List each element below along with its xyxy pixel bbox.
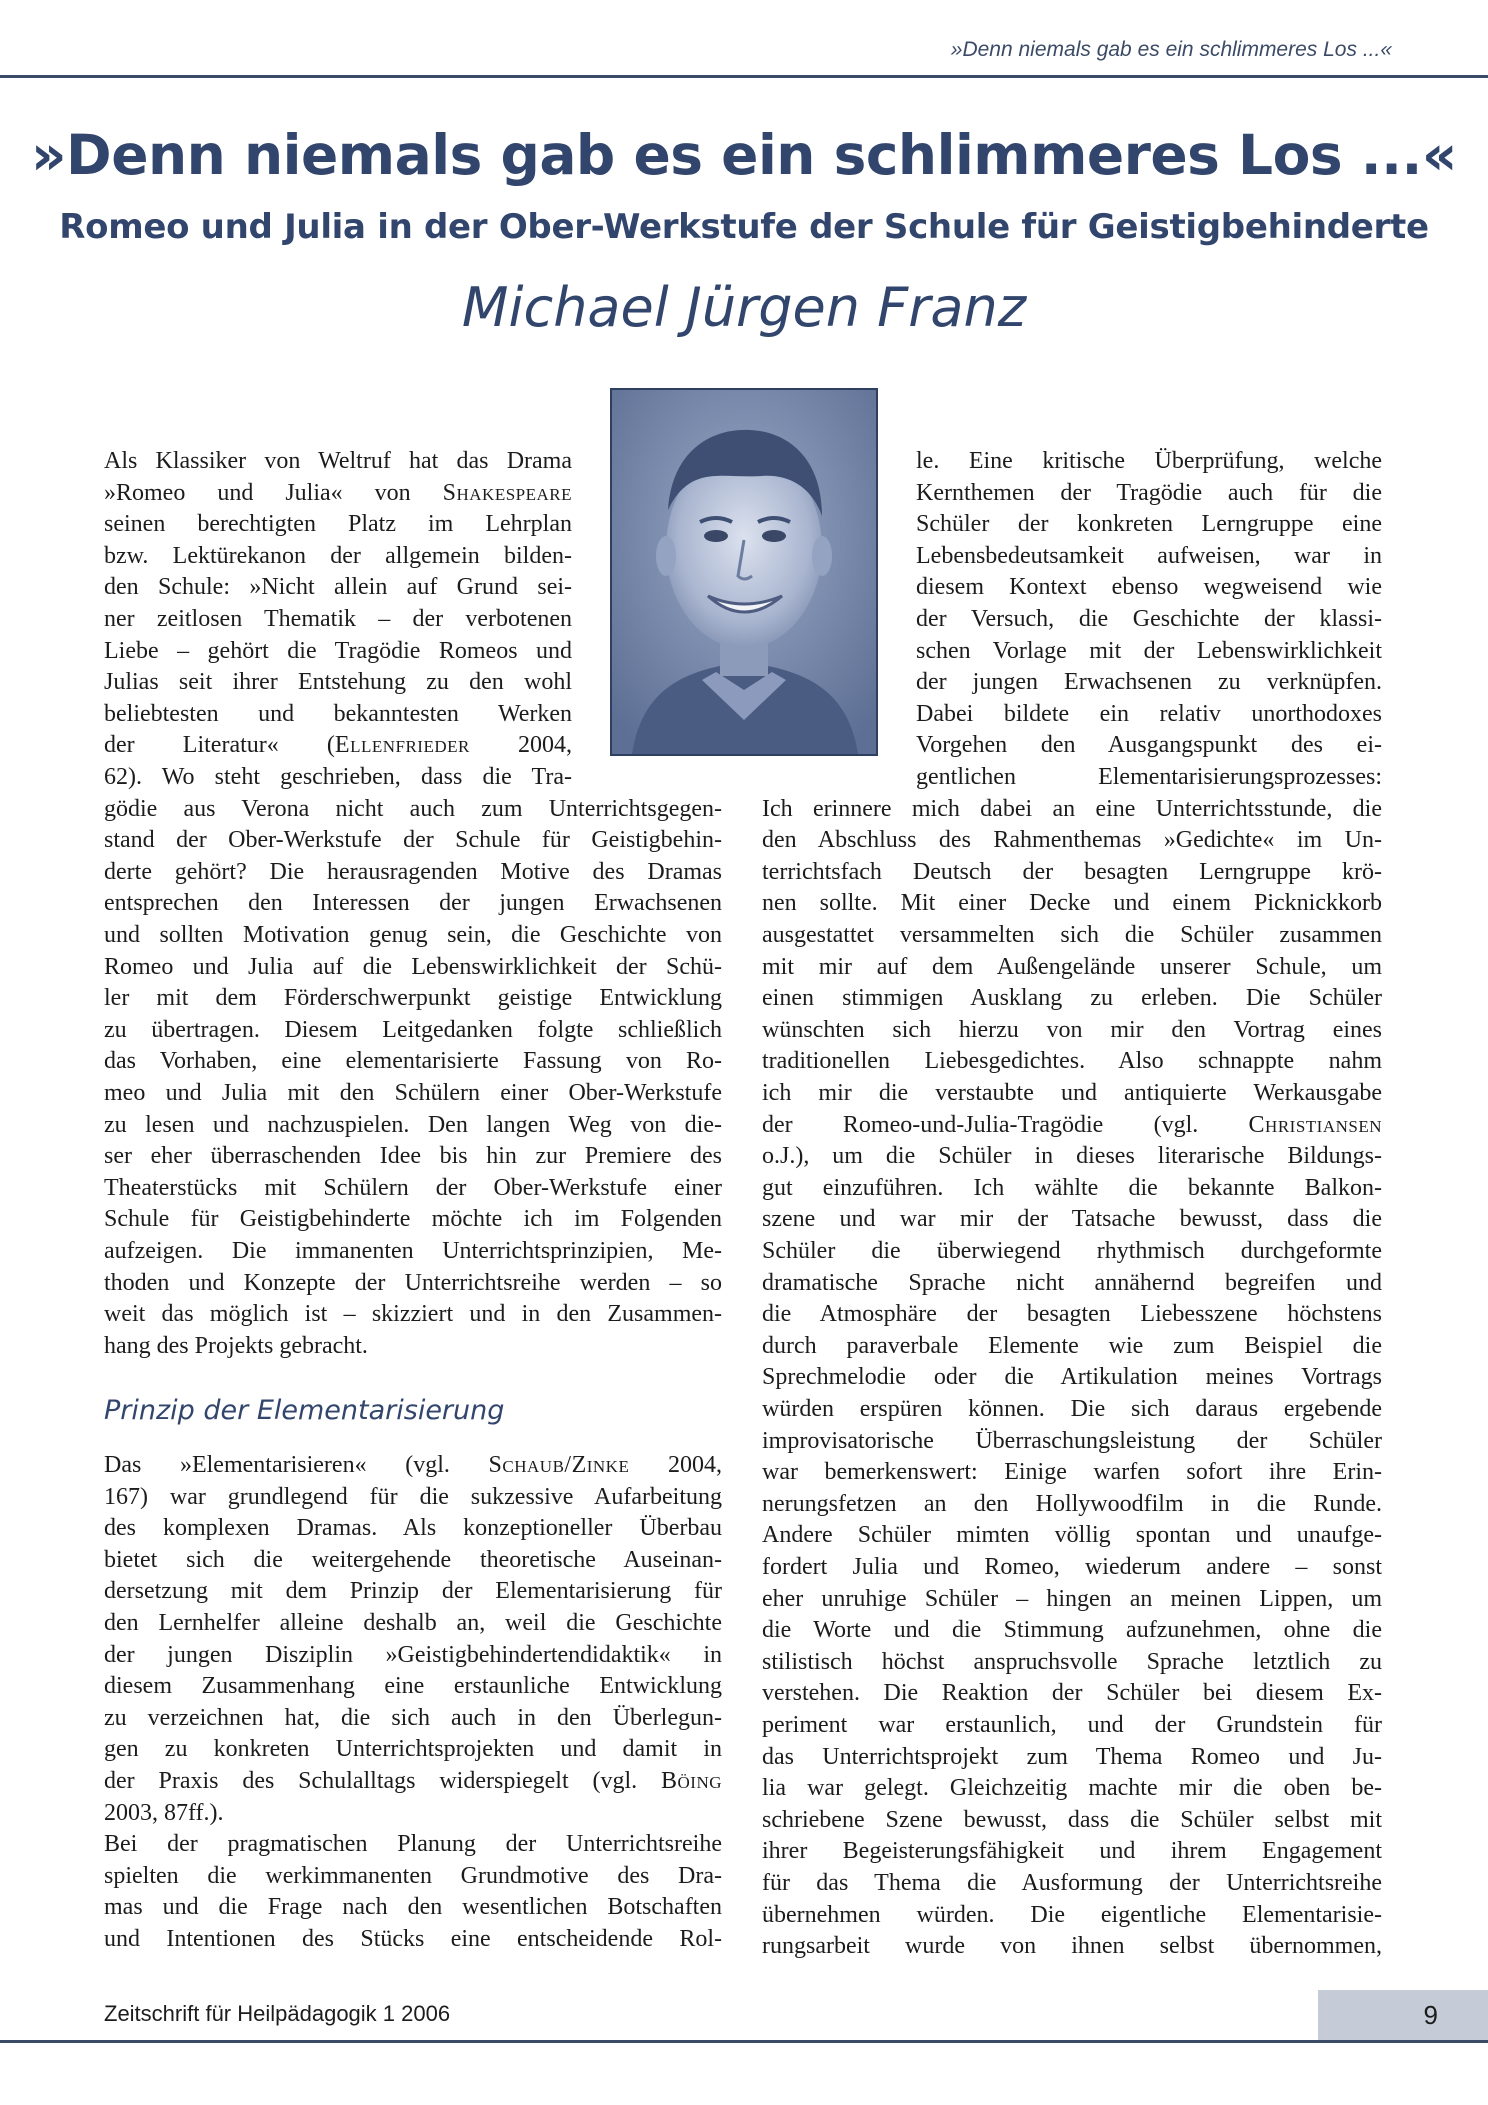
text-line: lia war gelegt. Gleichzeitig machte mir die oben be-	[762, 1775, 1382, 1802]
text-line: Julias seit ihrer Entstehung zu den wohl	[104, 669, 572, 696]
text-line: terrichtsfach Deutsch der besagten Lerngruppe krö-	[762, 858, 1382, 885]
journal-footer: Zeitschrift für Heilpädagogik 1 2006	[104, 2001, 451, 2026]
text-line: und sollten Motivation genug sein, die Geschichte von	[104, 922, 722, 948]
text-line: Liebe – gehört die Tragödie Romeos und	[104, 637, 572, 664]
text-line: zu übertragen. Diesem Leitgedanken folgte schließlich	[104, 1016, 722, 1043]
text-line: und Intentionen des Stücks eine entscheidende Rol-	[104, 1926, 722, 1952]
text-line: der jungen Disziplin »Geistigbehindertendidaktik« in	[104, 1641, 722, 1668]
text-line: der Praxis des Schulalltags widerspiegelt (vgl. Böing	[104, 1768, 722, 1794]
text-line: war bemerkenswert: Einige warfen sofort ihre Erin-	[762, 1459, 1382, 1486]
text-line: Kernthemen der Tragödie auch für die	[916, 479, 1382, 506]
cited-author: Shakespeare	[442, 479, 572, 506]
text-line: des komplexen Dramas. Als konzeptioneller Überbau	[104, 1515, 722, 1542]
text-line: ich mir die verstaubte und antiquierte Werkausgabe	[762, 1080, 1382, 1106]
text-line: verstehen. Die Reaktion der Schüler bei diesem Ex-	[762, 1680, 1382, 1707]
text-line: den Lernhelfer alleine deshalb an, weil die Geschichte	[104, 1610, 722, 1636]
text-line: thoden und Konzepte der Unterrichtsreihe werden – so	[104, 1269, 722, 1296]
text-line: beliebtesten und bekanntesten Werken	[104, 700, 572, 727]
text-line: zu verzeichnen hat, die sich auch in den Überlegun-	[104, 1704, 722, 1731]
text-line: meo und Julia mit den Schülern einer Ober-Werkstufe	[104, 1080, 722, 1106]
article-title: »Denn niemals gab es ein schlimmeres Los ...«	[31, 123, 1457, 187]
text-line: Sprechmelodie oder die Artikulation meines Vortrags	[762, 1364, 1382, 1391]
text-line: rungsarbeit wurde von ihnen selbst übernommen,	[762, 1933, 1382, 1960]
text-line: stand der Ober-Werkstufe der Schule für Geistigbehin-	[104, 827, 722, 854]
article-subtitle: Romeo und Julia in der Ober-Werkstufe der Schule für Geistigbehinderte	[59, 207, 1429, 247]
text-line: mas und die Frage nach den wesentlichen Botschaften	[104, 1894, 722, 1921]
text-line: bzw. Lektürekanon der allgemein bilden-	[104, 542, 572, 569]
text-line: dersetzung mit dem Prinzip der Elementarisierung für	[104, 1578, 722, 1605]
text-line: Bei der pragmatischen Planung der Unterrichtsreihe	[104, 1831, 722, 1858]
text-line: Dabei bildete ein relativ unorthodoxes	[916, 700, 1382, 727]
text-line: Das »Elementarisieren« (vgl. Schaub/Zinke 2004,	[104, 1452, 722, 1478]
text-line: ler mit dem Förderschwerpunkt geistige Entwicklung	[104, 985, 722, 1012]
text-line: einen stimmigen Ausklang zu erleben. Die Schüler	[762, 985, 1382, 1012]
text-line: weit das möglich ist – skizziert und in den Zusammen-	[104, 1301, 722, 1328]
article-author: Michael Jürgen Franz	[461, 276, 1027, 339]
text-line: Schüler die überwiegend rhythmisch durchgeformte	[762, 1238, 1382, 1264]
text-line: spielten die werkimmanenten Grundmotive des Dra-	[104, 1862, 722, 1889]
text-line: Theaterstücks mit Schülern der Ober-Werkstufe einer	[104, 1174, 722, 1201]
text-line: hang des Projekts gebracht.	[104, 1332, 368, 1359]
text-line: fordert Julia und Romeo, wiederum andere – sonst	[762, 1554, 1382, 1580]
running-head: »Denn niemals gab es ein schlimmeres Los ...«	[950, 38, 1392, 61]
text-line: übernehmen würden. Die eigentliche Elementarisie-	[762, 1901, 1382, 1928]
text-line: Ich erinnere mich dabei an eine Unterrichtsstunde, die	[762, 795, 1382, 822]
text-line: diesem Kontext ebenso wegweisend wie	[916, 574, 1382, 601]
author-photo	[610, 388, 878, 756]
header-rule	[0, 75, 1488, 78]
text-line: gödie aus Verona nicht auch zum Unterrichtsgegen-	[104, 795, 722, 822]
cited-author: Christiansen	[1248, 1111, 1382, 1138]
text-line: schriebene Szene bewusst, dass die Schüler selbst mit	[762, 1806, 1382, 1833]
text-line: der Versuch, die Geschichte der klassi-	[916, 606, 1382, 632]
text-line: bietet sich die weitergehende theoretische Auseinan-	[104, 1546, 722, 1573]
text-line: derte gehört? Die herausragenden Motive des Dramas	[104, 858, 722, 885]
text-line: entsprechen den Interessen der jungen Erwachsenen	[104, 890, 722, 917]
text-line: den Abschluss des Rahmenthemas »Gedichte« im Un-	[762, 827, 1382, 854]
cited-author: Böing	[661, 1768, 722, 1794]
text-line: gut einzuführen. Ich wählte die bekannte Balkon-	[762, 1174, 1382, 1201]
text-line: Schüler der konkreten Lerngruppe eine	[916, 511, 1382, 538]
text-line: eher unruhige Schüler – hingen an meinen Lippen, um	[762, 1585, 1382, 1612]
text-line: mit mir auf dem Außengelände unserer Schule, um	[762, 953, 1382, 980]
text-line: die Worte und die Stimmung aufzunehmen, ohne die	[762, 1617, 1382, 1644]
text-line: seinen berechtigten Platz im Lehrplan	[104, 511, 572, 538]
cited-author: Schaub/Zinke	[488, 1452, 630, 1478]
text-line: diesem Zusammenhang eine erstaunliche Entwicklung	[104, 1673, 722, 1700]
text-line: das Vorhaben, eine elementarisierte Fassung von Ro-	[104, 1048, 722, 1075]
text-line: traditionellen Liebesgedichtes. Also schnappte nahm	[762, 1048, 1382, 1075]
footer-rule	[0, 2040, 1488, 2043]
text-line: 2003, 87ff.).	[104, 1799, 224, 1826]
text-line: stilistisch höchst anspruchsvolle Sprache letztlich zu	[762, 1648, 1382, 1675]
text-line: den Schule: »Nicht allein auf Grund sei-	[104, 574, 572, 601]
text-line: o.J.), um die Schüler in dieses literarische Bildungs-	[762, 1143, 1382, 1170]
text-line: nen sollte. Mit einer Decke und einem Picknickkorb	[762, 890, 1382, 917]
text-line: der jungen Erwachsenen zu verknüpfen.	[916, 669, 1382, 696]
text-line: zu lesen und nachzuspielen. Den langen Weg von die-	[104, 1111, 722, 1138]
text-line: periment war erstaunlich, und der Grundstein für	[762, 1712, 1382, 1738]
text-line: für das Thema die Ausformung der Unterrichtsreihe	[762, 1870, 1382, 1896]
text-line: ihrer Begeisterungsfähigkeit und ihrem Engagement	[762, 1838, 1382, 1865]
section-heading: Prinzip der Elementarisierung	[104, 1395, 505, 1426]
text-line: dramatische Sprache nicht annähernd begreifen und	[762, 1269, 1382, 1296]
text-line: Schule für Geistigbehinderte möchte ich im Folgenden	[104, 1206, 722, 1233]
page-number: 9	[1423, 2000, 1438, 2030]
text-line: Lebensbedeutsamkeit aufweisen, war in	[916, 542, 1382, 569]
text-line: Vorgehen den Ausgangspunkt des ei-	[916, 732, 1382, 759]
text-line: der Literatur« (Ellenfrieder 2004,	[104, 732, 572, 759]
text-line: Als Klassiker von Weltruf hat das Drama	[104, 448, 572, 474]
text-line: gentlichen Elementarisierungsprozesses:	[916, 764, 1382, 790]
text-line: le. Eine kritische Überprüfung, welche	[916, 448, 1382, 474]
cited-author: Ellenfrieder	[334, 732, 470, 759]
text-line: gen zu konkreten Unterrichtsprojekten und damit in	[104, 1736, 722, 1763]
text-line: ser eher überraschenden Idee bis hin zur Premiere des	[104, 1143, 722, 1170]
text-line: 62). Wo steht geschrieben, dass die Tra-	[104, 764, 572, 790]
text-line: das Unterrichtsprojekt zum Thema Romeo und Ju-	[762, 1743, 1382, 1770]
text-line: der Romeo-und-Julia-Tragödie (vgl. Christiansen	[762, 1111, 1382, 1138]
text-line: die Atmosphäre der besagten Liebesszene höchstens	[762, 1301, 1382, 1328]
text-line: wünschten sich hierzu von mir den Vortrag eines	[762, 1016, 1382, 1043]
text-line: »Romeo und Julia« von Shakespeare	[104, 479, 572, 506]
text-line: schen Vorlage mit der Lebenswirklichkeit	[916, 637, 1382, 664]
text-line: improvisatorische Überraschungsleistung der Schüler	[762, 1427, 1382, 1454]
text-line: würden erspüren können. Die sich daraus ergebende	[762, 1396, 1382, 1422]
text-line: durch paraverbale Elemente wie zum Beispiel die	[762, 1332, 1382, 1359]
text-line: ner zeitlosen Thematik – der verbotenen	[104, 606, 572, 632]
text-line: ausgestattet versammelten sich die Schüler zusammen	[762, 922, 1382, 948]
text-line: aufzeigen. Die immanenten Unterrichtsprinzipien, Me-	[104, 1238, 722, 1264]
text-line: nerungsfetzen an den Hollywoodfilm in die Runde.	[762, 1490, 1382, 1517]
author-portrait-illustration	[612, 390, 876, 754]
text-line: szene und war mir der Tatsache bewusst, dass die	[762, 1206, 1382, 1233]
text-line: 167) war grundlegend für die sukzessive Aufarbeitung	[104, 1483, 722, 1510]
text-line: Andere Schüler mimten völlig spontan und unaufge-	[762, 1522, 1382, 1549]
text-line: Romeo und Julia auf die Lebenswirklichkeit der Schü-	[104, 953, 722, 980]
